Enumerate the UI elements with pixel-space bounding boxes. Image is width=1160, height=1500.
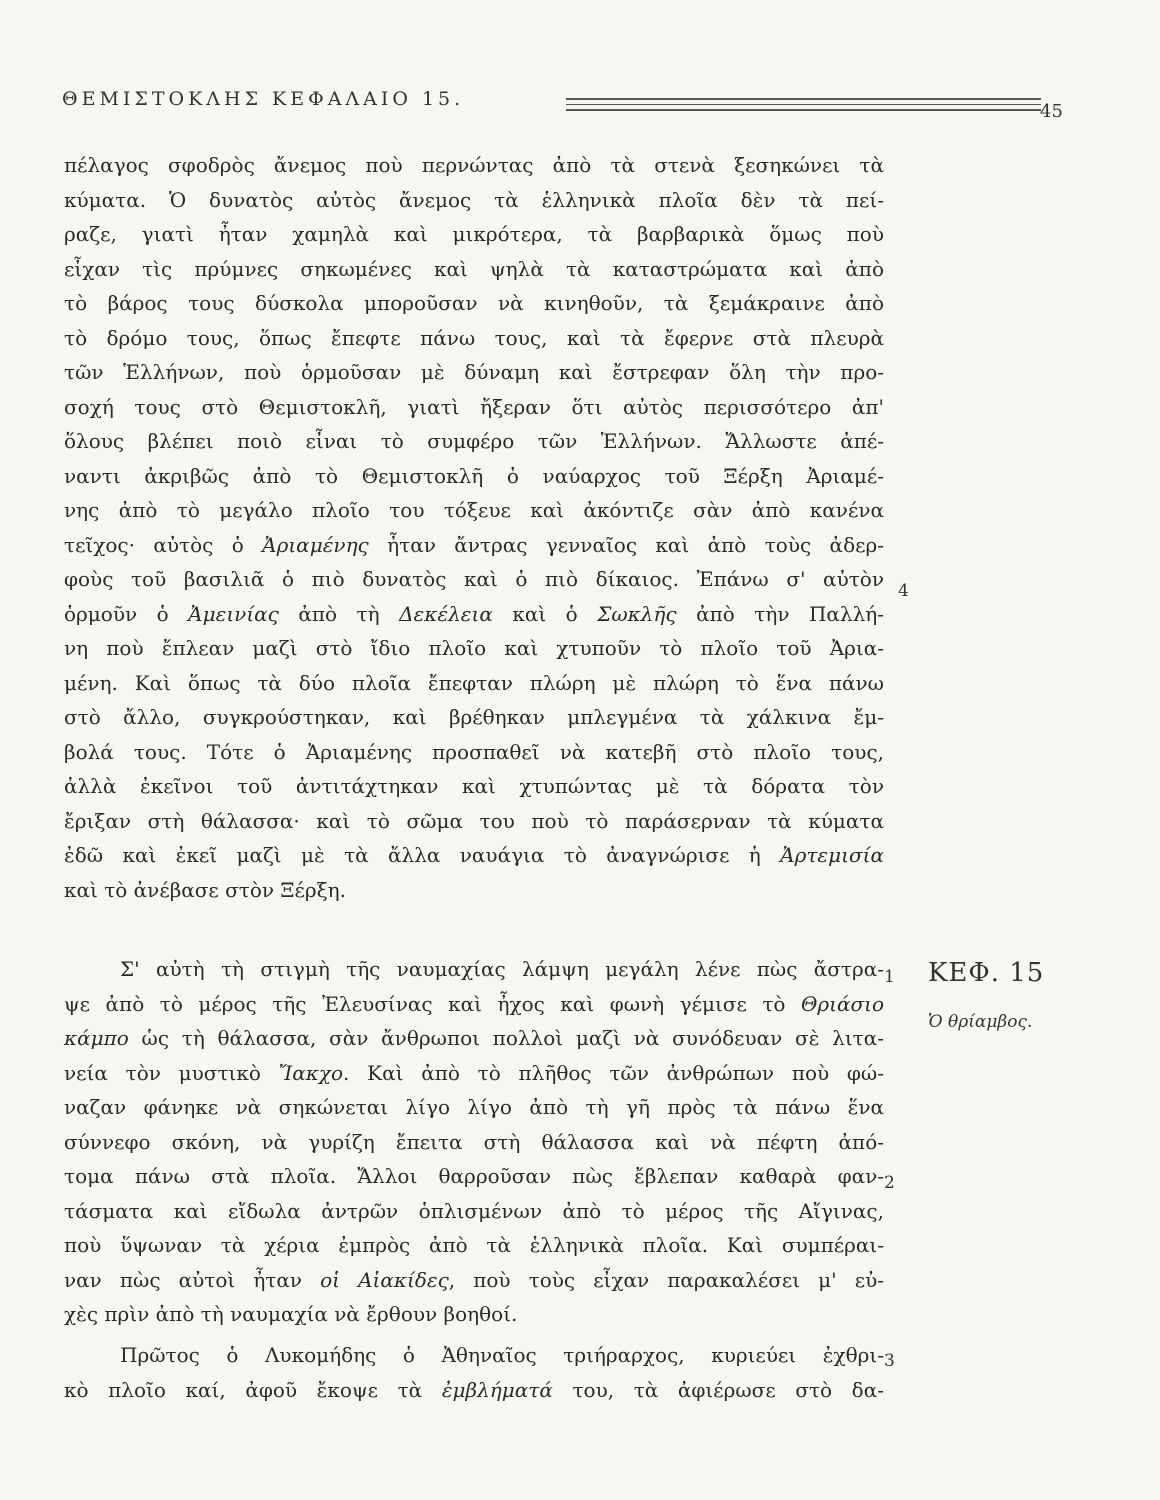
text-run-italic: Ἀρτεμισία bbox=[780, 843, 884, 867]
text-line: ναντι ἀκριβῶς ἀπὸ τὸ Θεμιστοκλῆ ὁ ναύαρχος τοῦ Ξέρξη Ἀριαμέ- bbox=[64, 463, 884, 488]
margin-section-number: 1 bbox=[884, 967, 895, 987]
text-line bbox=[64, 840, 884, 870]
text-line bbox=[64, 989, 884, 1019]
text-run: ἐδῶ καὶ ἐκεῖ μαζὶ μὲ τὰ ἄλλα ναυάγια τὸ ἀναγνώρισε ἡ bbox=[64, 843, 781, 867]
text-run: , ποὺ τοὺς εἶχαν παρακαλέσει μ' εὐ- bbox=[448, 1267, 884, 1292]
text-line: σοχή τους στὸ Θεμιστοκλῆ, γιατὶ ἤξεραν ὅτι αὐτὸς περισσότερο ἀπ' bbox=[64, 394, 884, 419]
text-line: ὅλους βλέπει ποιὸ εἶναι τὸ συμφέρο τῶν Ἑλλήνων. Ἄλλωστε ἀπέ- bbox=[64, 429, 884, 453]
text-line: τῶν Ἑλλήνων, ποὺ ὁρμοῦσαν μὲ δύναμη καὶ ἔστρεφαν ὅλη τὴν προ- bbox=[64, 360, 884, 384]
text-run-italic: Σωκλῆς bbox=[597, 601, 677, 626]
text-line: Πρῶτος ὁ Λυκομήδης ὁ Ἀθηναῖος τριήραρχος, κυριεύει ἐχθρι- bbox=[120, 1343, 884, 1367]
text-line: σύννεφο σκόνη, νὰ γυρίζη ἔπειτα στὴ θάλασσα καὶ νὰ πέφτη ἀπό- bbox=[64, 1129, 884, 1154]
text-line: φοὺς τοῦ βασιλιᾶ ὁ πιὸ δυνατὸς καὶ ὁ πιὸ δίκαιος. Ἐπάνω σ' αὐτὸν bbox=[64, 567, 884, 591]
text-line: καὶ τὸ ἀνέβασε στὸν Ξέρξη. bbox=[64, 877, 346, 902]
text-run: ψε ἀπὸ τὸ μέρος τῆς Ἐλευσίνας καὶ ἦχος καὶ φωνὴ γέμισε τὸ bbox=[64, 991, 801, 1016]
text-line bbox=[64, 1375, 884, 1405]
text-run: . Καὶ ἀπὸ τὸ πλῆθος τῶν ἀνθρώπων ποὺ φώ- bbox=[343, 1060, 884, 1085]
margin-section-number: 3 bbox=[884, 1351, 895, 1371]
text-line: ποὺ ὕψωναν τὰ χέρια ἐμπρὸς ἀπὸ τὰ ἑλληνικὰ πλοῖα. Καὶ συμπέραι- bbox=[64, 1233, 884, 1257]
header-rule bbox=[566, 109, 1041, 111]
text-run: καὶ ὁ bbox=[492, 601, 598, 626]
text-line: μένη. Καὶ ὅπως τὰ δύο πλοῖα ἔπεφταν πλώρη μὲ πλώρη τὸ ἕνα πάνω bbox=[64, 670, 884, 695]
text-run: ἦταν ἄντρας γενναῖος καὶ ἀπὸ τοὺς ἀδερ- bbox=[368, 532, 884, 557]
chapter-subtitle: Ὁ θρίαμβος. bbox=[928, 1012, 1033, 1032]
text-line: κύματα. Ὁ δυνατὸς αὐτὸς ἄνεμος τὰ ἑλληνικὰ πλοῖα δὲν τὰ πεί- bbox=[64, 187, 884, 212]
margin-section-number: 4 bbox=[898, 581, 909, 601]
text-run: ναν πὼς αὐτοὶ ἦταν bbox=[64, 1267, 321, 1292]
text-run-italic: κάμπο bbox=[64, 1026, 129, 1050]
text-line: πέλαγος σφοδρὸς ἄνεμος ποὺ περνώντας ἀπὸ τὰ στενὰ ξεσηκώνει τὰ bbox=[64, 153, 884, 177]
text-run-italic: ἐμβλήματά bbox=[441, 1377, 553, 1402]
text-line bbox=[64, 1265, 884, 1295]
text-run-italic: Ἴακχο bbox=[278, 1060, 344, 1085]
text-run-italic: οἱ Αἰακίδες bbox=[320, 1267, 449, 1292]
text-run: νεία τὸν μυστικὸ bbox=[64, 1060, 279, 1085]
text-line: νης ἀπὸ τὸ μεγάλο πλοῖο του τόξευε καὶ ἀκόντιζε σὰν ἀπὸ κανένα bbox=[64, 498, 884, 522]
text-run: ἀπὸ τὴν Παλλή- bbox=[676, 601, 884, 626]
text-line bbox=[64, 1058, 884, 1088]
text-line: εἶχαν τὶς πρύμνες σηκωμένες καὶ ψηλὰ τὰ καταστρώματα καὶ ἀπὸ bbox=[64, 256, 884, 281]
text-line: βολά τους. Τότε ὁ Ἀριαμένης προσπαθεῖ νὰ κατεβῆ στὸ πλοῖο τους, bbox=[64, 739, 884, 764]
text-line: χὲς πρὶν ἀπὸ τὴ ναυμαχία νὰ ἔρθουν βοηθοί. bbox=[64, 1302, 518, 1326]
text-run: τεῖχος· αὐτὸς ὁ bbox=[64, 532, 263, 557]
text-run: ὁρμοῦν ὁ bbox=[64, 601, 189, 626]
margin-section-number: 2 bbox=[884, 1173, 895, 1193]
text-line: ἀλλὰ ἐκεῖνοι τοῦ ἀντιτάχτηκαν καὶ χτυπώντας μὲ τὰ δόρατα τὸν bbox=[64, 774, 884, 798]
text-run-italic: Θριάσιο bbox=[800, 991, 884, 1016]
running-head: ΘΕΜΙΣΤΟΚΛΗΣ ΚΕΦΑΛΑΙΟ 15. bbox=[62, 88, 465, 110]
text-line: τομα πάνω στὰ πλοῖα. Ἄλλοι θαρροῦσαν πὼς ἔβλεπαν καθαρὰ φαν- bbox=[64, 1164, 884, 1188]
page-number: 45 bbox=[1040, 101, 1063, 122]
text-line: νη ποὺ ἔπλεαν μαζὶ στὸ ἴδιο πλοῖο καὶ χτυποῦν τὸ πλοῖο τοῦ Ἀρια- bbox=[64, 636, 884, 660]
header-rule bbox=[566, 104, 1041, 105]
text-line bbox=[64, 1023, 884, 1053]
text-line: ἔριξαν στὴ θάλασσα· καὶ τὸ σῶμα του ποὺ τὸ παράσερναν τὰ κύματα bbox=[64, 808, 884, 833]
text-run: ὡς τὴ θάλασσα, σὰν ἄνθρωποι πολλοὶ μαζὶ νὰ συνόδευαν σὲ λιτα- bbox=[128, 1026, 884, 1050]
text-line: ναζαν φάνηκε νὰ σηκώνεται λίγο λίγο ἀπὸ τὴ γῆ πρὸς τὰ πάνω ἕνα bbox=[64, 1095, 884, 1119]
text-run-italic: Ἀριαμένης bbox=[262, 532, 369, 557]
text-line: τὸ βάρος τους δύσκολα μποροῦσαν νὰ κινηθοῦν, τὰ ξεμάκραινε ἀπὸ bbox=[64, 291, 884, 315]
text-line: Σ' αὐτὴ τὴ στιγμὴ τῆς ναυμαχίας λάμψη μεγάλη λένε πὼς ἄστρα- bbox=[120, 957, 884, 981]
text-run: του, τὰ ἀφιέρωσε στὸ δα- bbox=[552, 1377, 884, 1402]
text-line: τάσματα καὶ εἴδωλα ἀντρῶν ὁπλισμένων ἀπὸ τὸ μέρος τῆς Αἴγινας, bbox=[64, 1198, 884, 1223]
text-line: τὸ δρόμο τους, ὅπως ἔπεφτε πάνω τους, καὶ τὰ ἔφερνε στὰ πλευρὰ bbox=[64, 325, 884, 350]
header-rule bbox=[566, 98, 1041, 100]
chapter-label: ΚΕΦ. 15 bbox=[928, 958, 1045, 988]
text-run-italic: Ἀμεινίας bbox=[188, 601, 279, 626]
text-line: στὸ ἄλλο, συγκρούστηκαν, καὶ βρέθηκαν μπλεγμένα τὰ χάλκινα ἔμ- bbox=[64, 705, 884, 729]
text-line bbox=[64, 599, 884, 629]
text-run: ἀπὸ τὴ bbox=[278, 601, 400, 626]
text-run-italic: Δεκέλεια bbox=[399, 601, 493, 626]
text-line: ραζε, γιατὶ ἦταν χαμηλὰ καὶ μικρότερα, τὰ βαρβαρικὰ ὅμως ποὺ bbox=[64, 222, 884, 246]
text-line bbox=[64, 530, 884, 560]
text-run: κὸ πλοῖο καί, ἀφοῦ ἔκοψε τὰ bbox=[64, 1377, 442, 1402]
